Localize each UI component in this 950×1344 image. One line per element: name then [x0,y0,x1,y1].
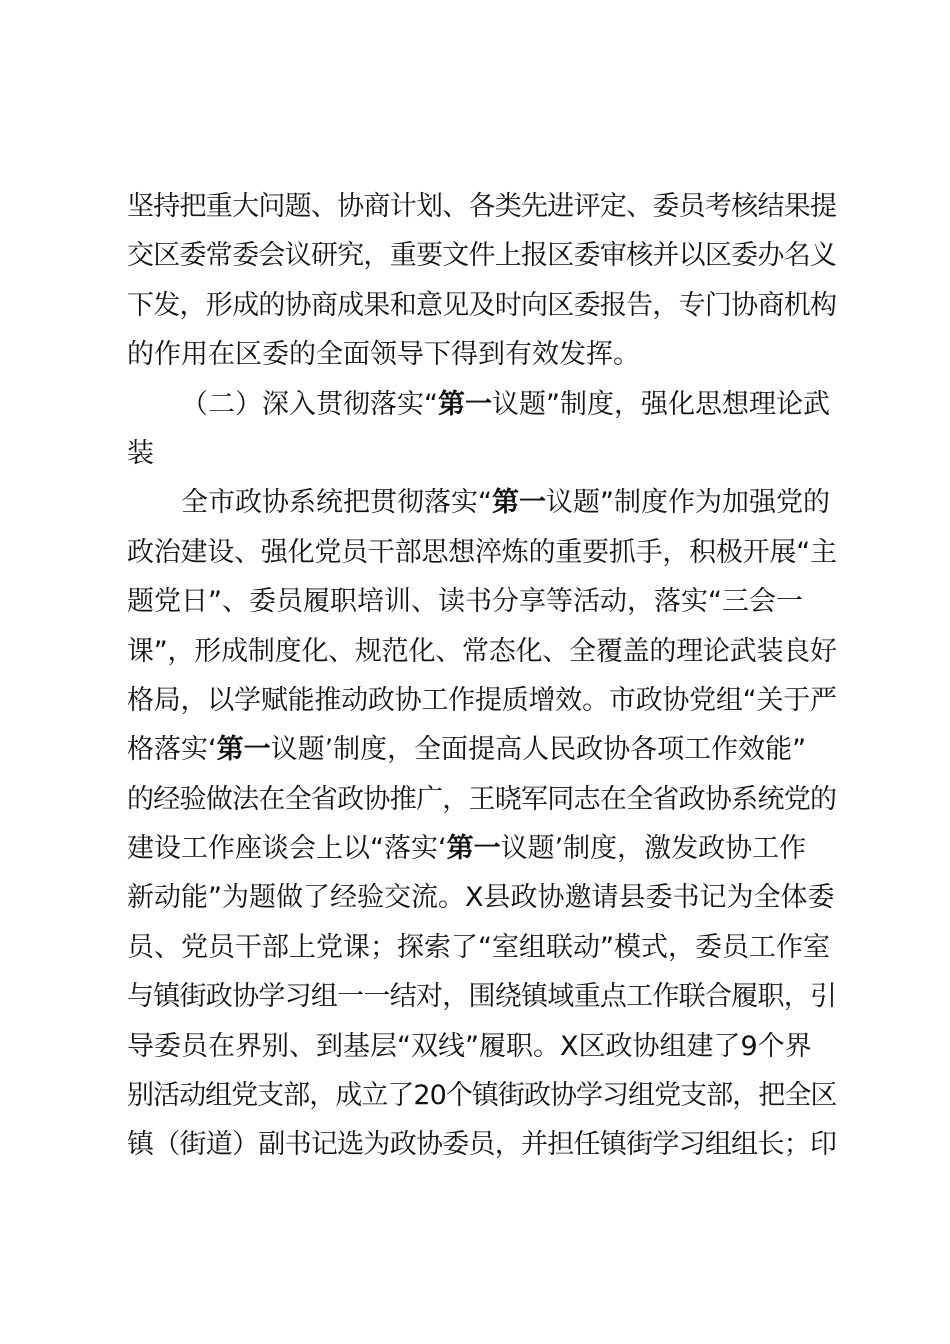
text-line [127,1022,837,1071]
text-line [127,824,837,873]
bold-text-run: 第一 [216,734,271,766]
body-text [127,182,837,1170]
text-line [127,528,837,577]
text-run: 交区委常委会议研究，重要文件上报区委审核并以区委办名义 [127,240,837,272]
text-run: 别活动组党支部，成立了20个镇街政协学习组党支部，把全区 [127,1080,837,1112]
text-run: 与镇街政协学习组一一结对，围绕镇域重点工作联合履职，引 [127,981,837,1013]
text-line [127,923,837,972]
text-run: （二）深入贯彻落实“ [181,388,438,420]
text-run: 格局，以学赋能推动政协工作提质增效。市政协党组“关于严 [127,684,837,716]
text-run: 政治建设、强化党员干部思想淬炼的重要抓手，积极开展“主 [127,536,837,568]
bold-text-run: 第一 [492,487,546,519]
text-line [127,873,837,922]
text-run: 镇（街道）副书记选为政协委员，并担任镇街学习组组长；印 [127,1129,837,1161]
text-line [127,1120,837,1169]
bold-text-run: 第一 [438,388,492,420]
text-line [127,725,837,774]
text-run: 格落实‘ [127,734,217,766]
text-run: 的作用在区委的全面领导下得到有效发挥。 [127,339,640,371]
text-run: 建设工作座谈会上以“落实‘ [127,833,447,865]
text-run: 课”，形成制度化、规范化、常态化、全覆盖的理论武装良好 [127,635,837,667]
text-line [127,380,837,429]
text-run: 全市政协系统把贯彻落实“ [181,487,492,519]
text-line [127,478,837,527]
text-run: 员、党员干部上党课；探索了“室组联动”模式，委员工作室 [127,931,830,963]
text-line [127,281,837,330]
text-run: 题党日”、委员履职培训、读书分享等活动，落实“三会一 [127,586,803,618]
text-run: 的经验做法在全省政协推广，王晓军同志在全省政协系统党的 [127,783,837,815]
text-line [127,775,837,824]
text-line [127,627,837,676]
text-run: 议题’制度，全面提高人民政协各项工作效能” [270,734,807,766]
text-run: 议题”制度作为加强党的 [546,487,830,519]
text-run: 导委员在界别、到基层“双线”履职。X区政协组建了9个界 [127,1030,812,1062]
text-line [127,577,837,626]
text-run: 下发，形成的协商成果和意见及时向区委报告，专门协商机构 [127,289,837,321]
text-line [127,676,837,725]
text-run: 议题’制度，激发政协工作 [500,833,807,865]
text-run: 装 [127,437,154,469]
text-line [127,1071,837,1120]
text-line [127,972,837,1021]
text-line [127,182,837,231]
text-line [127,330,837,379]
bold-text-run: 第一 [446,833,501,865]
text-run: 议题”制度，强化思想理论武 [492,388,830,420]
text-line [127,429,837,478]
text-line [127,231,837,280]
text-run: 坚持把重大问题、协商计划、各类先进评定、委员考核结果提 [127,191,837,222]
text-run: 新动能”为题做了经验交流。X县政协邀请县委书记为全体委 [127,882,835,914]
